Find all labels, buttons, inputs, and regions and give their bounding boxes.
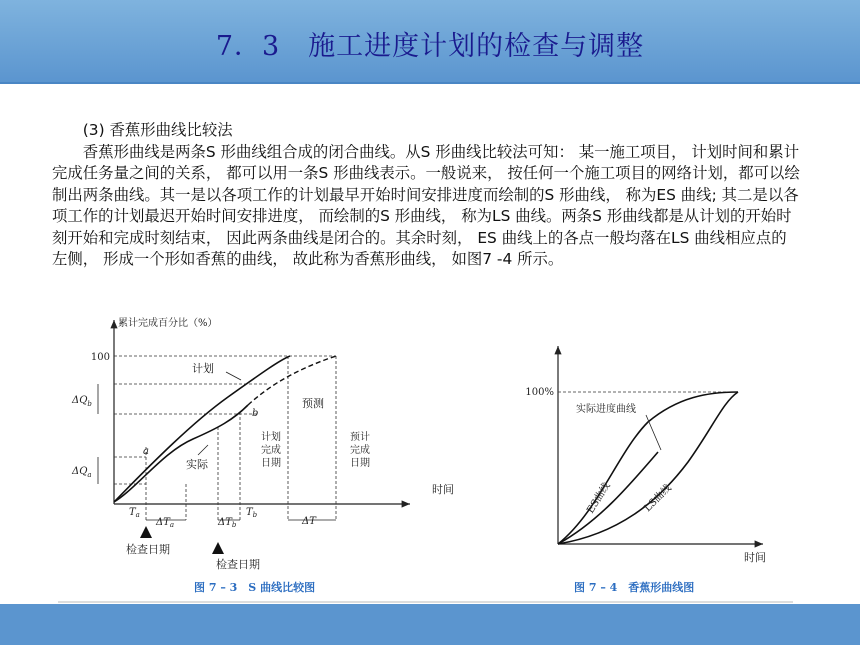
fig73-dt: ΔT: [302, 516, 316, 527]
fig73-check-marker-1: [140, 526, 152, 538]
fig74-y100: 100%: [525, 387, 554, 398]
fig73-est-finish: 预计 完成 日期: [350, 432, 370, 469]
fig73-y100: 100: [90, 352, 110, 363]
slide-title: 7．3 施工进度计划的检查与调整: [215, 31, 645, 62]
description-paragraph: 香蕉形曲线是两条S 形曲线组合成的闭合曲线。从S 形曲线比较法可知： 某一施工项目， 计划时间和累计完成任务量之间的关系， 都可以用一条S 形曲线表示。一般说来， 按任何一个施工项目的网络计划，都可以绘制出两条曲线。其一是以各项工作的计划最早开始时间安排进度而绘制的S 形曲线， 称为ES 曲线; 其二是以各项工作的计划最迟开始时间安排进度， 而绘制的S 形曲线， 称为LS 曲线。两条S 形曲线都是从计划的开始时刻开始和完成时刻结束， 因此两条曲线是闭合的。其余时刻， ES 曲线上的各点一般均落在LS 曲线相应点的左侧， 形成一个形如香蕉的曲线， 故此称为香蕉形曲线， 如图7 -4 所示。: [52, 142, 800, 268]
body-text: [52, 120, 800, 271]
fig73-actual-leader: [198, 445, 208, 455]
fig73-actual-curve: [114, 405, 248, 502]
fig74-es-label: ES曲线: [585, 480, 613, 516]
fig73-dqa-label: $\Delta Q_a$: [72, 466, 92, 479]
figures-svg: [58, 312, 793, 604]
fig73-plan-finish: 计划 完成 日期: [261, 432, 281, 469]
fig73-check-date-2: 检查日期: [216, 558, 260, 571]
figure-7-3: [71, 316, 454, 594]
fig73-y-label: 累计完成百分比（%）: [118, 318, 218, 329]
fig73-guides: [114, 356, 336, 520]
section-subtitle: (3) 香蕉形曲线比较法: [82, 121, 233, 139]
fig73-tb: $T_b$: [246, 507, 258, 519]
fig73-dta: $\Delta T_a$: [156, 517, 175, 529]
fig74-caption: 图 7 – 4 香蕉形曲线图: [574, 581, 695, 594]
fig74-actual-leader: [646, 415, 661, 450]
fig73-point-b: b: [252, 408, 259, 419]
figure-7-4: [525, 346, 766, 594]
fig73-dqb-label: $\Delta Q_b$: [72, 395, 92, 408]
fig73-forecast-label: 预测: [302, 397, 324, 410]
fig73-actual-label: 实际: [186, 458, 208, 471]
footer-bar: [0, 604, 860, 645]
fig73-plan-leader: [226, 372, 241, 380]
fig73-x-label: 时间: [432, 483, 454, 496]
fig74-ls-label: LS曲线: [642, 482, 674, 515]
fig73-check-marker-2: [212, 542, 224, 554]
fig73-point-a: a: [143, 446, 149, 457]
figure-area: [58, 312, 793, 604]
fig73-ta: $T_a$: [129, 507, 140, 519]
fig73-dtb: $\Delta T_b$: [218, 517, 237, 529]
fig74-x-label: 时间: [744, 551, 766, 564]
fig73-check-date-1: 检查日期: [126, 543, 170, 556]
fig74-actual-label: 实际进度曲线: [576, 404, 636, 415]
fig73-plan-label: 计划: [192, 362, 214, 375]
fig73-caption: 图 7 – 3 S 曲线比较图: [194, 581, 316, 594]
